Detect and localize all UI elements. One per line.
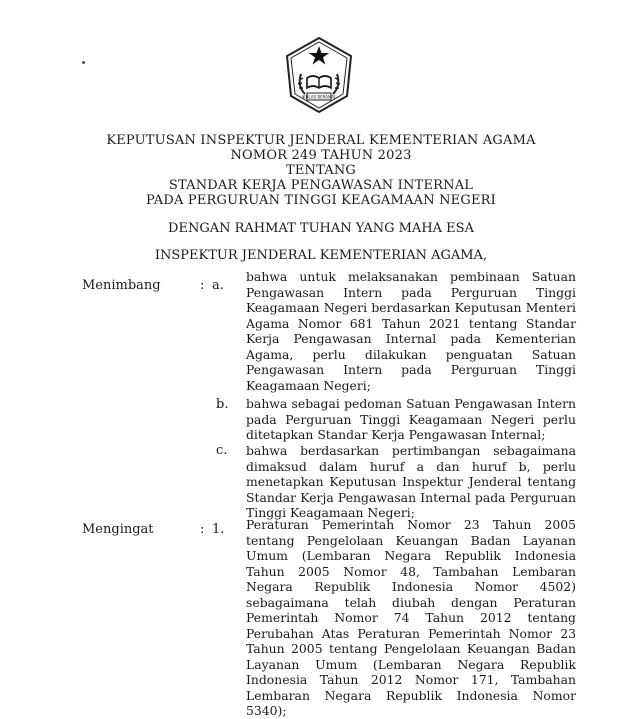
mengingat-item-1: Peraturan Pemerintah Nomor 23 Tahun 2005 tentang Pengelolaan Keuangan Badan Layanan Umum (Lembaran Negara Republik Indonesia Tahun 2005 Nomor 48, Tambahan Lembaran Negara Republik Indonesia Nomor 4502) sebagaimana telah diubah dengan Peraturan Pemerintah Nomor 74 Tahun 2012 tentang Perubahan Atas Peraturan Pemerintah Nomor 23 Tahun 2005 tentang Pengelolaan Keuangan Badan Layanan Umum (Lembaran Negara Republik Indonesia Tahun 2012 Nomor 171, Tambahan Lembaran Negara Republik Indonesia Nomor 5340); bbox=[246, 517, 576, 718]
mengingat-colon: : bbox=[200, 522, 205, 537]
decree-subject-line-1: STANDAR KERJA PENGAWASAN INTERNAL bbox=[168, 178, 474, 193]
emblem-motto: IKHLAS BERAMAL bbox=[301, 94, 337, 100]
mengingat-label: Mengingat bbox=[82, 522, 154, 537]
invocation: DENGAN RAHMAT TUHAN YANG MAHA ESA bbox=[168, 221, 474, 236]
decree-subject-line-2: PADA PERGURUAN TINGGI KEAGAMAAN NEGERI bbox=[146, 193, 496, 208]
menimbang-colon: : bbox=[200, 278, 205, 293]
decree-issuer-line: KEPUTUSAN INSPEKTUR JENDERAL KEMENTERIAN AGAMA bbox=[106, 133, 536, 148]
menimbang-label: Menimbang bbox=[82, 278, 161, 293]
menimbang-marker-c: c. bbox=[216, 443, 228, 458]
issuer-heading: INSPEKTUR JENDERAL KEMENTERIAN AGAMA, bbox=[154, 248, 488, 263]
ministry-of-religious-affairs-emblem-icon bbox=[283, 36, 355, 114]
decree-number: NOMOR 249 TAHUN 2023 bbox=[230, 148, 412, 163]
menimbang-item-b: bahwa sebagai pedoman Satuan Pengawasan Intern pada Perguruan Tinggi Keagamaan Negeri perlu ditetapkan Standar Kerja Pengawasan Internal; bbox=[246, 396, 576, 442]
menimbang-marker-a: a. bbox=[212, 278, 224, 293]
menimbang-item-c: bahwa berdasarkan pertimbangan sebagaimana dimaksud dalam huruf a dan huruf b, perlu menetapkan Keputusan Inspektur Jenderal tentang Standar Kerja Pengawasan Internal pada Perguruan Tinggi Keagamaan Negeri; bbox=[246, 443, 576, 520]
decree-about: TENTANG bbox=[285, 163, 357, 178]
decree-title bbox=[0, 133, 642, 208]
menimbang-marker-b: b. bbox=[216, 397, 229, 412]
menimbang-item-a: bahwa untuk melaksanakan pembinaan Satuan Pengawasan Intern pada Perguruan Tinggi Keagamaan Negeri berdasarkan Keputusan Menteri Agama Nomor 681 Tahun 2021 tentang Standar Kerja Pengawasan Internal pada Kementerian Agama, perlu dilakukan penguatan Satuan Pengawasan Intern pada Perguruan Tinggi Keagamaan Negeri; bbox=[246, 269, 576, 393]
scan-speck bbox=[82, 61, 85, 64]
mengingat-marker-1: 1. bbox=[212, 522, 225, 537]
